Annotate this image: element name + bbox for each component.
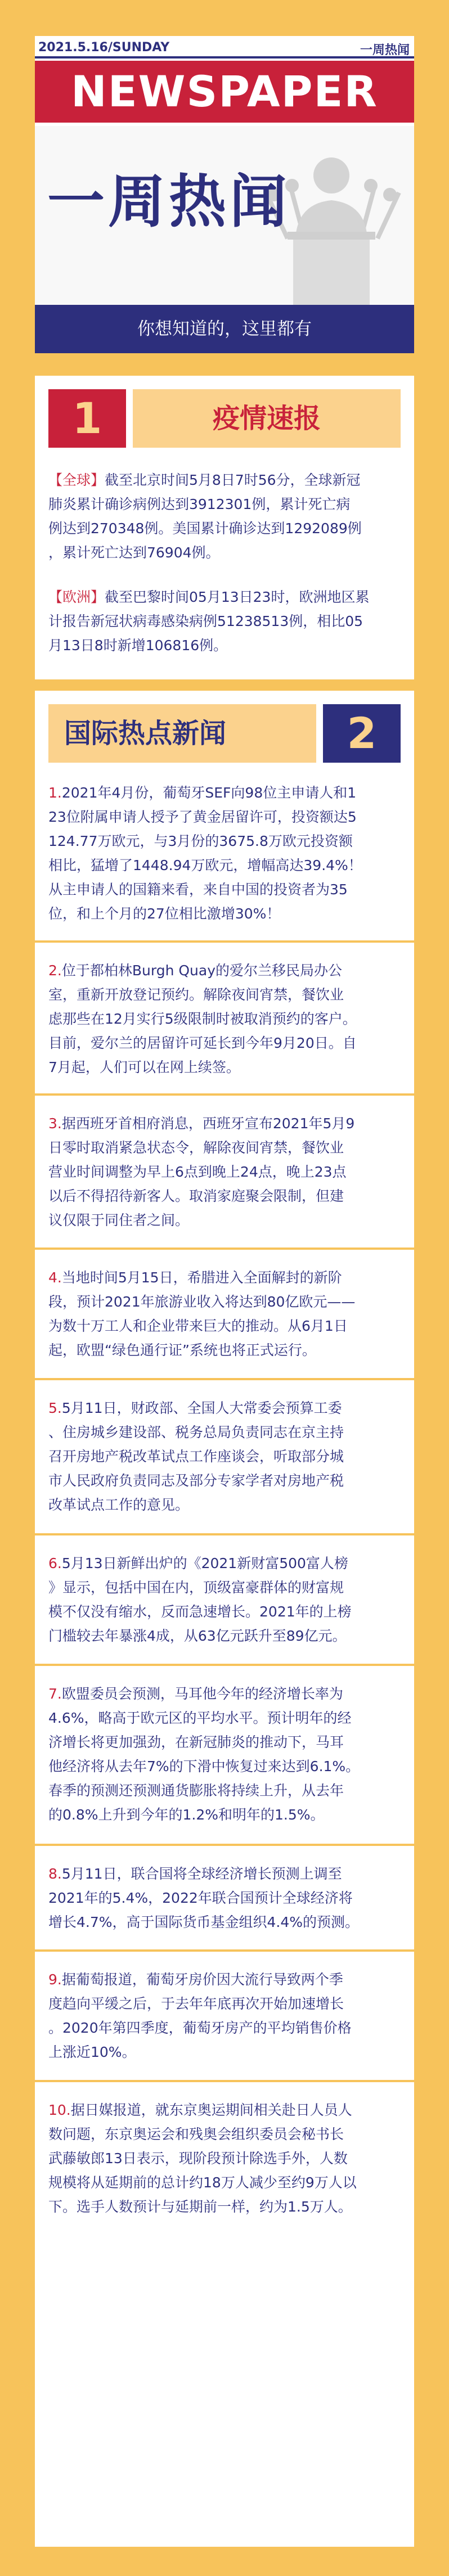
divider (35, 1093, 414, 1096)
news-item: 1.2021年4月份，葡萄牙SEF向98位主申请人和1 23位附属申请人授予了黄金居留许可，投资额达5 124.77万欧元，与3月份的3675.8万欧元投资额 相比，猛增了1448.94万欧元，增幅高达39.4%！ 从主申请人的国籍来看，来自中国的投资者为35 位，和上个月的27位相比激增30%！ (48, 785, 362, 922)
divider (35, 1844, 414, 1846)
section-epidemic (35, 376, 414, 679)
section-1-number: 1 (48, 389, 126, 448)
europe-tag: 【欧洲】 (48, 589, 105, 605)
news-item: 4.当地时间5月15日，希腊进入全面解封的新阶 段，预计2021年旅游业收入将达到80亿欧元—— 为数十万工人和企业带来巨大的推动。从6月1日 起，欧盟“绿色通行证”系统也将正式运行。 (48, 1269, 356, 1358)
divider (35, 1664, 414, 1666)
news-item: 9.据葡萄报道，葡萄牙房价因大流行导致两个季 度趋向平缓之后，于去年年底再次开始加速增长 。2020年第四季度，葡萄牙房产的平均销售价格 上涨近10%。 (48, 1971, 352, 2060)
masthead (35, 36, 414, 353)
news-item: 5.5月11日，财政部、全国人大常委会预算工委 、住房城乡建设部、税务总局负责同志在京主持 召开房地产税改革试点工作座谈会，听取部分城 市人民政府负责同志及部分专家学者对房地产税 改革试点工作的意见。 (48, 1400, 344, 1513)
hero-subtitle-bar (35, 305, 414, 353)
divider (35, 940, 414, 943)
news-item: 2.位于都柏林Burgh Quay的爱尔兰移民局办公 室，重新开放登记预约。解除夜间宵禁，餐饮业 虑那些在12月实行5级限制时被取消预约的客户。 目前，爱尔兰的居留许可延长到今年9月20日。自 7月起，人们可以在网上续签。 (48, 962, 357, 1075)
issue-date: 2021.5.16/SUNDAY (38, 40, 170, 55)
section-1-title: 疫情速报 (133, 389, 401, 448)
weekly-label: 一周热闻 (360, 43, 410, 57)
divider (35, 1533, 414, 1535)
hero-subtitle: 你想知道的，这里都有 (137, 319, 312, 339)
divider (35, 1378, 414, 1380)
newspaper-brand: NEWSPAPER (35, 61, 414, 123)
hero-title: 一周热闻 (47, 169, 290, 236)
hero-banner (35, 126, 414, 353)
divider (35, 1949, 414, 1952)
divider (35, 2080, 414, 2082)
news-item: 10.据日媒报道，就东京奥运期间相关赴日人员人 数问题，东京奥运会和残奥会组织委员会秘书长 武藤敏郎13日表示，现阶段预计除选手外，人数 规模将从延期前的总计约18万人减少至约9万人以 下。选手人数预计与延期前一样，约为1.5万人。 (48, 2102, 357, 2215)
global-paragraph: 【全球】截至北京时间5月8日7时56分，全球新冠 肺炎累计确诊病例达到3912301例，累计死亡病 例达到270348例。美国累计确诊达到1292089例 ，累计死亡达到76904例。 (48, 472, 362, 561)
date-line (35, 36, 414, 58)
europe-paragraph: 【欧洲】截至巴黎时间05月13日23时，欧洲地区累 计报告新冠状病毒感染病例51238513例，相比05 月13日8时新增106816例。 (48, 589, 370, 654)
section-2-title: 国际热点新闻 (48, 704, 316, 763)
news-item: 3.据西班牙首相府消息，西班牙宣布2021年5月9 日零时取消紧急状态令，解除夜间宵禁，餐饮业 营业时间调整为早上6点到晚上24点，晚上23点 以后不得招待新客人。取消家庭聚会限制，但建 议仅限于同住者之间。 (48, 1115, 355, 1228)
news-item: 6.5月13日新鲜出炉的《2021新财富500富人榜 》显示，包括中国在内，顶级富豪群体的财富规 模不仅没有缩水，反而急速增长。2021年的上榜 门槛较去年暴涨4成，从63亿元跃升至89亿元。 (48, 1555, 352, 1644)
global-tag: 【全球】 (48, 472, 105, 488)
divider (35, 1248, 414, 1250)
section-international (35, 691, 414, 2547)
news-item: 7.欧盟委员会预测，马耳他今年的经济增长率为 4.6%，略高于欧元区的平均水平。预计明年的经 济增长将更加强劲，在新冠肺炎的推动下，马耳 他经济将从去年7%的下滑中恢复过来达到6.1%。 春季的预测还预测通货膨胀将持续上升，从去年 的0.8%上升到今年的1.2%和明年的1.5%。 (48, 1686, 360, 1823)
section-2-number: 2 (323, 704, 401, 763)
news-item: 8.5月11日，联合国将全球经济增长预测上调至 2021年的5.4%，2022年联合国预计全球经济将 增长4.7%，高于国际货币基金组织4.4%的预测。 (48, 1866, 360, 1930)
